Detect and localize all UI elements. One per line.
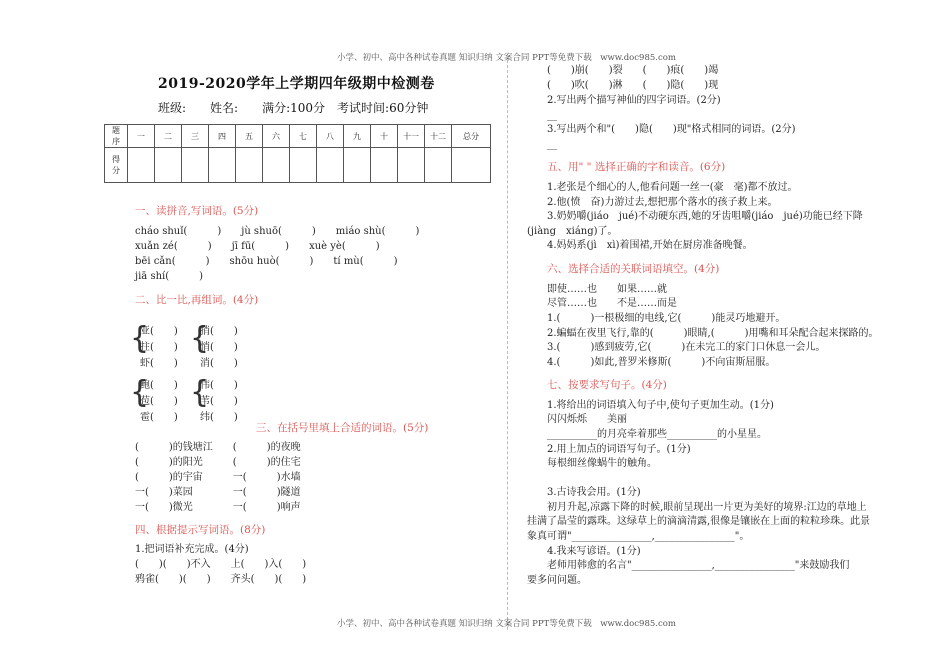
score-cell[interactable] (236, 148, 263, 183)
col-7: 七 (290, 125, 317, 148)
s4-line: 鸦雀( )( ) 齐头( )( ) (135, 574, 307, 585)
col-12: 十二 (425, 125, 452, 148)
s2-item: 苇( ) (200, 396, 238, 407)
r-line: __ (547, 139, 557, 150)
s1-line: jiā shí( ) (135, 271, 204, 282)
s1-line: xuǎn zé( ) jī fū( ) xuè yè( ) (135, 241, 380, 252)
s7-line: __________的月亮牵着那些__________的小星星。 (547, 429, 767, 440)
s7-line: 2.用上加点的词语写句子。(1分) (547, 444, 691, 455)
score-cell[interactable] (155, 148, 182, 183)
s5-line: (jiàng xiáng)了。 (527, 226, 618, 237)
s2-item: 消( ) (200, 358, 238, 369)
s4-line: 1.把词语补充完成。(4分) (135, 544, 249, 555)
col-5: 五 (236, 125, 263, 148)
col-9: 九 (344, 125, 371, 148)
column-divider (507, 60, 509, 630)
row-label-defen: 得 分 (105, 148, 128, 183)
col-8: 八 (317, 125, 344, 148)
s3-line: ( )的钱塘江 ( )的夜晚 (135, 442, 301, 453)
score-table-score-row (105, 148, 491, 183)
page-title: 2019-2020学年上学期四年级期中检测卷 (158, 76, 435, 92)
s2-item: 苞( ) (140, 396, 178, 407)
r-line: ( )崩( )裂 ( )痕( )竭 (547, 65, 719, 76)
s6-line: 3.( )感到疲劳,它( )在未完工的家门口休息一会儿。 (547, 342, 826, 353)
s7-line: 每根细丝像蜗牛的触角。 (547, 458, 657, 469)
s2-item: 拄( ) (140, 342, 178, 353)
score-cell[interactable] (290, 148, 317, 183)
s2-item: 亚( ) (140, 326, 178, 337)
s3-line: ( )的阳光 ( )的住宅 (135, 457, 301, 468)
r-line: 3.写出两个和"( )隐( )现"格式相同的词语。(2分) (547, 124, 796, 135)
score-cell[interactable] (344, 148, 371, 183)
score-cell[interactable] (398, 148, 425, 183)
brace: { (130, 375, 150, 410)
section-5-title: 五、用" " 选择正确的字和读音。(6分) (547, 161, 726, 173)
s2-item: 纬( ) (200, 412, 238, 423)
s5-line: 4.妈妈系(jì xì)着围裙,开始在厨房准备晚餐。 (547, 240, 753, 251)
s6-line: 尽管……也 不是……而是 (547, 298, 677, 309)
exam-info: 班级: 姓名: 满分:100分 考试时间:60分钟 (158, 101, 429, 115)
row-label-tixu: 题 序 (105, 125, 128, 148)
brace: { (190, 321, 210, 356)
s4-line: ( )( )不入 上( )入( ) (135, 559, 307, 570)
s7-line: 要多问问题。 (527, 575, 587, 586)
score-cell[interactable] (209, 148, 236, 183)
s7-line: 1.将给出的词语填入句子中,使句子更加生动。(1分) (547, 400, 774, 411)
score-cell[interactable] (182, 148, 209, 183)
r-line: 2.写出两个描写神仙的四字词语。(2分) (547, 95, 721, 106)
section-3-title: 三、在括号里填上合适的词语。(5分) (256, 422, 429, 434)
col-total: 总分 (452, 125, 491, 148)
s3-line: 一( )菜园 一( )隧道 (135, 487, 301, 498)
brace: { (190, 375, 210, 410)
col-2: 二 (155, 125, 182, 148)
s2-item: 鲍( ) (140, 380, 178, 391)
r-line: ( )吹( )淋 ( )隐( )现 (547, 80, 719, 91)
score-table (104, 124, 491, 183)
s5-line: 1.老张是个细心的人,他看问题一丝一(豪 毫)都不放过。 (547, 182, 798, 193)
s1-line: bēi cǎn( ) shōu huò( ) tí mù( ) (135, 256, 398, 267)
s7-line: 挂满了晶莹的露珠。这绿草上的滴滴清露,很像是镶嵌在上面的粒粒珍珠。此景 (527, 516, 871, 527)
section-2-title: 二、比一比,再组词。(4分) (135, 294, 259, 306)
s7-line: 象真可谓"________________,________________"。 (527, 531, 750, 542)
section-6-title: 六、选择合适的关联词语填空。(4分) (547, 263, 720, 275)
s6-line: 4.( )如此,普罗米修斯( )不向宙斯屈服。 (547, 357, 776, 368)
s3-line: 一( )微光 一( )响声 (135, 502, 301, 513)
col-4: 四 (209, 125, 236, 148)
s5-line: 3.奶奶嚼(jiáo jué)不动硬东西,她的牙齿咀嚼(jiáo jué)功能已经下降 (547, 211, 863, 222)
s1-line: cháo shuǐ( ) jù shuō( ) miáo shù( ) (135, 226, 420, 237)
brace: { (130, 321, 150, 356)
s7-line: 初月升起,凉露下降的时候,眼前呈现出一片更为美好的境界:江边的草地上 (547, 502, 867, 513)
s3-line: ( )的宇宙 一( )水墙 (135, 472, 301, 483)
s6-line: 2.蝙蝠在夜里飞行,靠的( )眼睛,( )用嘴和耳朵配合起来探路的。 (547, 328, 879, 339)
s2-item: 雹( ) (140, 412, 178, 423)
s7-line: 4.我来写谚语。(1分) (547, 546, 641, 557)
s7-line: 闪闪烁烁 美丽 (547, 414, 627, 425)
score-cell[interactable] (263, 148, 290, 183)
section-4-title: 四、根据提示写词语。(8分) (135, 524, 266, 536)
s2-item: 悄( ) (200, 342, 238, 353)
s6-line: 1.( )一根极细的电线,它( )能灵巧地避开。 (547, 313, 786, 324)
s6-line: 即使……也 如果……就 (547, 284, 667, 295)
section-1-title: 一、读拼音,写词语。(5分) (135, 205, 259, 217)
s2-item: 伟( ) (200, 380, 238, 391)
col-10: 十 (371, 125, 398, 148)
score-cell[interactable] (425, 148, 452, 183)
r-line: __ (547, 110, 557, 121)
s5-line: 2.他(愤 奋)力游过去,想把那个落水的孩子救上来。 (547, 197, 778, 208)
section-7-title: 七、按要求写句子。(4分) (547, 379, 667, 391)
col-11: 十一 (398, 125, 425, 148)
score-cell[interactable] (452, 148, 491, 183)
page-header: 小学、初中、高中各种试卷真题 知识归纳 文案合同 PPT等免费下载 www.doc985.com (337, 53, 676, 63)
score-cell[interactable] (317, 148, 344, 183)
col-1: 一 (128, 125, 155, 148)
s7-line: 老师用韩愈的名言"________________,________________"来鼓励我们 (547, 560, 850, 571)
page-footer: 小学、初中、高中各种试卷真题 知识归纳 文案合同 PPT等免费下载 www.doc985.com (337, 619, 676, 629)
s2-item: 捎( ) (200, 326, 238, 337)
score-cell[interactable] (371, 148, 398, 183)
s7-line: 3.古诗我会用。(1分) (547, 487, 641, 498)
score-cell[interactable] (128, 148, 155, 183)
col-3: 三 (182, 125, 209, 148)
col-6: 六 (263, 125, 290, 148)
score-table-header-row (105, 125, 491, 148)
s2-item: 虾( ) (140, 358, 178, 369)
